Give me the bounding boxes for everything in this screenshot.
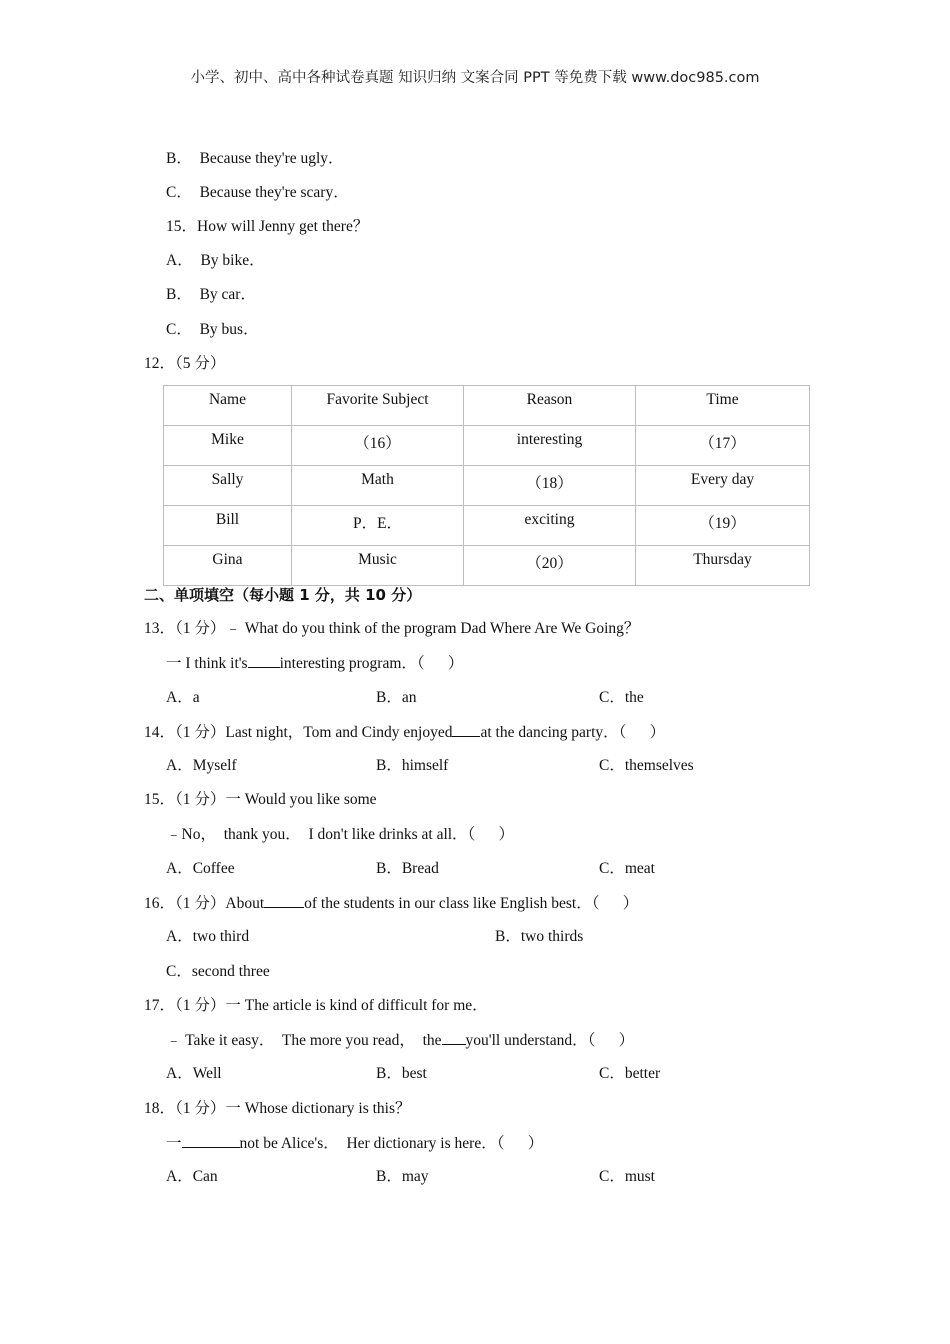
answer-blank[interactable] — [248, 653, 280, 668]
page-header: 小学、初中、高中各种试卷真题 知识归纳 文案合同 PPT 等免费下载 www.doc985.com — [190, 70, 760, 86]
table-cell: （19） — [636, 506, 810, 546]
table-header-cell: Time — [636, 386, 810, 426]
q18-stem: 18．（1 分）一 Whose dictionary is this？ — [144, 1100, 411, 1117]
table-row — [164, 426, 810, 466]
table-cell: Bill — [164, 506, 292, 546]
table-cell: Sally — [164, 466, 292, 506]
table-cell: Mike — [164, 426, 292, 466]
q16-option-c[interactable]: C．second three — [166, 963, 270, 980]
table-row — [164, 546, 810, 586]
answer-blank[interactable] — [264, 893, 304, 908]
table-header-cell: Favorite Subject — [292, 386, 464, 426]
table-cell: （16） — [292, 426, 464, 466]
answer-blank[interactable] — [442, 1030, 466, 1045]
table-cell: P．E． — [292, 506, 464, 546]
answer-blank[interactable] — [182, 1133, 240, 1148]
q17-option-c[interactable]: C．better — [599, 1065, 661, 1082]
table-cell: interesting — [464, 426, 636, 466]
q14-option-b[interactable]: B．himself — [376, 757, 449, 774]
q14-stem-post: at the dancing party．（ ） — [480, 724, 666, 741]
q16-stem-post: of the students in our class like English best．（ ） — [304, 895, 639, 912]
q15-option-b: B． By car． — [166, 286, 256, 303]
q16-stem-pre: 16．（1 分）About — [144, 895, 265, 912]
q14-option-b: B． Because they're ugly． — [166, 150, 344, 167]
q13-line2-post: interesting program．（ ） — [279, 655, 464, 672]
q13-line2-pre: 一 I think it's — [166, 655, 248, 672]
q18-line2-pre: 一 — [166, 1135, 182, 1152]
q15-mc-answer-line: ﹣No， thank you． I don't like drinks at all．（ ） — [166, 826, 515, 843]
table-cell: Every day — [636, 466, 810, 506]
q14-option-c[interactable]: C．themselves — [599, 757, 694, 774]
table-cell: exciting — [464, 506, 636, 546]
table-row — [164, 466, 810, 506]
q16-stem — [144, 893, 638, 914]
q15-mc-option-b[interactable]: B．Bread — [376, 860, 439, 877]
q13-answer-line — [166, 653, 463, 674]
q12-stem: 12．（5 分） — [144, 355, 226, 372]
q18-option-b[interactable]: B．may — [376, 1168, 429, 1185]
q18-line2-post: not be Alice's． Her dictionary is here．（ ） — [239, 1135, 544, 1152]
q15-option-c: C． By bus． — [166, 321, 259, 338]
q14-stem-pre: 14．（1 分）Last night，Tom and Cindy enjoyed — [144, 724, 453, 741]
table-row — [164, 506, 810, 546]
q13-option-c[interactable]: C．the — [599, 689, 644, 706]
q18-option-a[interactable]: A．Can — [166, 1168, 218, 1185]
q18-option-c[interactable]: C．must — [599, 1168, 655, 1185]
q15-option-a: A． By bike． — [166, 252, 265, 269]
table-cell: （17） — [636, 426, 810, 466]
subject-table — [163, 385, 810, 586]
q15-mc-stem: 15．（1 分）一 Would you like some — [144, 791, 377, 808]
q14-option-a[interactable]: A．Myself — [166, 757, 237, 774]
answer-blank[interactable] — [452, 722, 480, 737]
table-cell: Gina — [164, 546, 292, 586]
q14-stem — [144, 722, 665, 743]
q17-line2-post: you'll understand．（ ） — [465, 1032, 635, 1049]
table-cell: （18） — [464, 466, 636, 506]
q16-option-a[interactable]: A．two third — [166, 928, 250, 945]
q15-mc-option-c[interactable]: C．meat — [599, 860, 655, 877]
q17-option-a[interactable]: A．Well — [166, 1065, 222, 1082]
q15-mc-option-a[interactable]: A．Coffee — [166, 860, 235, 877]
table-header-cell: Reason — [464, 386, 636, 426]
table-header-cell: Name — [164, 386, 292, 426]
table-cell: Music — [292, 546, 464, 586]
q17-stem: 17．（1 分）一 The article is kind of difficult for me． — [144, 997, 488, 1014]
q16-option-b[interactable]: B．two thirds — [495, 928, 584, 945]
table-cell: （20） — [464, 546, 636, 586]
q18-answer-line — [166, 1133, 543, 1154]
table-cell: Thursday — [636, 546, 810, 586]
q15-stem: 15．How will Jenny get there？ — [166, 218, 369, 235]
q17-answer-line — [166, 1030, 634, 1051]
q13-option-a[interactable]: A．a — [166, 689, 200, 706]
q13-stem: 13．（1 分）﹣ What do you think of the program Dad Where Are We Going？ — [144, 620, 640, 637]
section-title: 二、单项填空（每小题 1 分，共 10 分） — [144, 586, 422, 604]
q17-option-b[interactable]: B．best — [376, 1065, 427, 1082]
q17-line2-pre: ﹣ Take it easy． The more you read， the — [166, 1032, 442, 1049]
q13-option-b[interactable]: B．an — [376, 689, 417, 706]
q14-option-c: C． Because they're scary． — [166, 184, 349, 201]
table-header-row — [164, 386, 810, 426]
table-cell: Math — [292, 466, 464, 506]
